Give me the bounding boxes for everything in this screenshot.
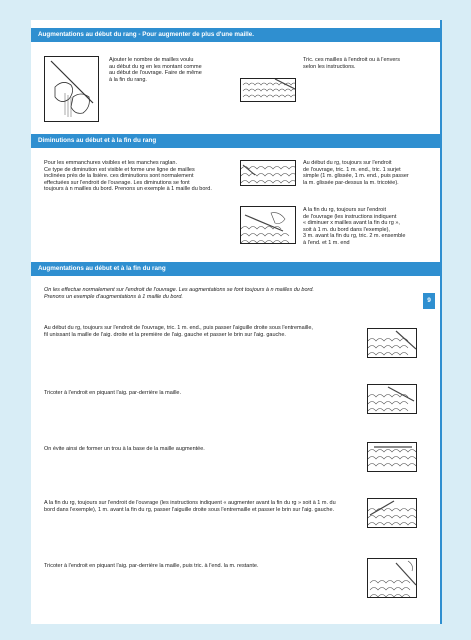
knitting-swatch-illustration — [367, 442, 417, 472]
step-2-text: Tricoter à l'endroit en piquant l'aig. par-derrière la maille. — [44, 390, 182, 396]
swatch-rows — [243, 79, 296, 97]
block3-intro-text: On les effectue normalement sur l'endroit de l'ouvrage. Les augmentations se font toujours à n mailles du bord. Prenons un exemple d'augmentations à 1 maille du bord. — [44, 287, 314, 300]
block2-right-b-text: A la fin du rg, toujours sur l'endroit de l'ouvrage (les instructions indiquent « diminuer x mailles avant la fin du rg », soit à 1 m. du bord dans l'exemple), 3 m. avant la fin du rg, tric. 2 m. ensemble à l'end. et 1 m. end — [303, 207, 406, 246]
block1-left-text: Ajouter le nombre de mailles voulu au début du rg en les montant comme au début de l'ouvrage. Faire de même à la fin du rang. — [109, 57, 202, 83]
needle-increase-illustration — [367, 328, 417, 358]
step-3-text: On évite ainsi de former un trou à la base de la maille augmentée. — [44, 446, 205, 452]
page-tab: 9 — [423, 293, 435, 309]
block2-left-text: Pour les emmanchures visibles et les manches raglan. Ce type de diminution est visible et forme une ligne de mailles inclinées près de la lisière. ces diminutions sont normalement effectuées sur l'endroit de l'ouvrage. Les diminutions se font toujours à n mailles du bord. Prenons un exemple à 1 maille du bord. — [44, 160, 212, 193]
needle-increase-illustration — [367, 558, 417, 598]
section-header-increase: Augmentations au début et à la fin du rang — [31, 262, 440, 276]
step-4-text: A la fin du rg, toujours sur l'endroit de l'ouvrage (les instructions indiquent « augmenter avant la fin du rg » soit à 1 m. du bord dans l'exemple), 1 m. avant la fin du rg, passer l'aiguille droite sous l'entremaille et passer le brin sur l'aig. gauche. — [44, 500, 336, 513]
block2-right-a-text: Au début du rg, toujours sur l'endroit de l'ouvrage, tric. 1 m. end., tric. 1 surjet simple (1 m. glissée, 1 m. end., puis passer la m. glissée par-dessus la m. tricotée). — [303, 160, 409, 186]
hands-casting-illustration — [44, 56, 99, 122]
step-5-text: Tricoter à l'endroit en piquant l'aig. par-derrière la maille, puis tric. à l'end. la m. restante. — [44, 563, 259, 569]
needle-increase-illustration — [367, 384, 417, 414]
knitting-swatch-illustration — [240, 160, 296, 186]
step-1-text: Au début du rg, toujours sur l'endroit de l'ouvrage, tric. 1 m. end., puis passer l'aiguille droite sous l'entremaille, fil unissant la maille de l'aig. droite et la première de l'aig. gauche et passer le brin sur l'aig. gauche. — [44, 325, 313, 338]
needle-decrease-illustration — [240, 206, 296, 244]
block1-right-text: Tric. ces mailles à l'endroit ou à l'envers selon les instructions. — [303, 57, 400, 70]
section-header-increase-start: Augmentations au début du rang - Pour augmenter de plus d'une maille. — [31, 28, 440, 42]
page — [31, 20, 440, 624]
page-edge-strip — [440, 20, 442, 624]
needle-increase-illustration — [367, 498, 417, 528]
knitting-swatch-illustration — [240, 78, 296, 102]
section-header-decrease: Diminutions au début et à la fin du rang — [31, 134, 440, 148]
